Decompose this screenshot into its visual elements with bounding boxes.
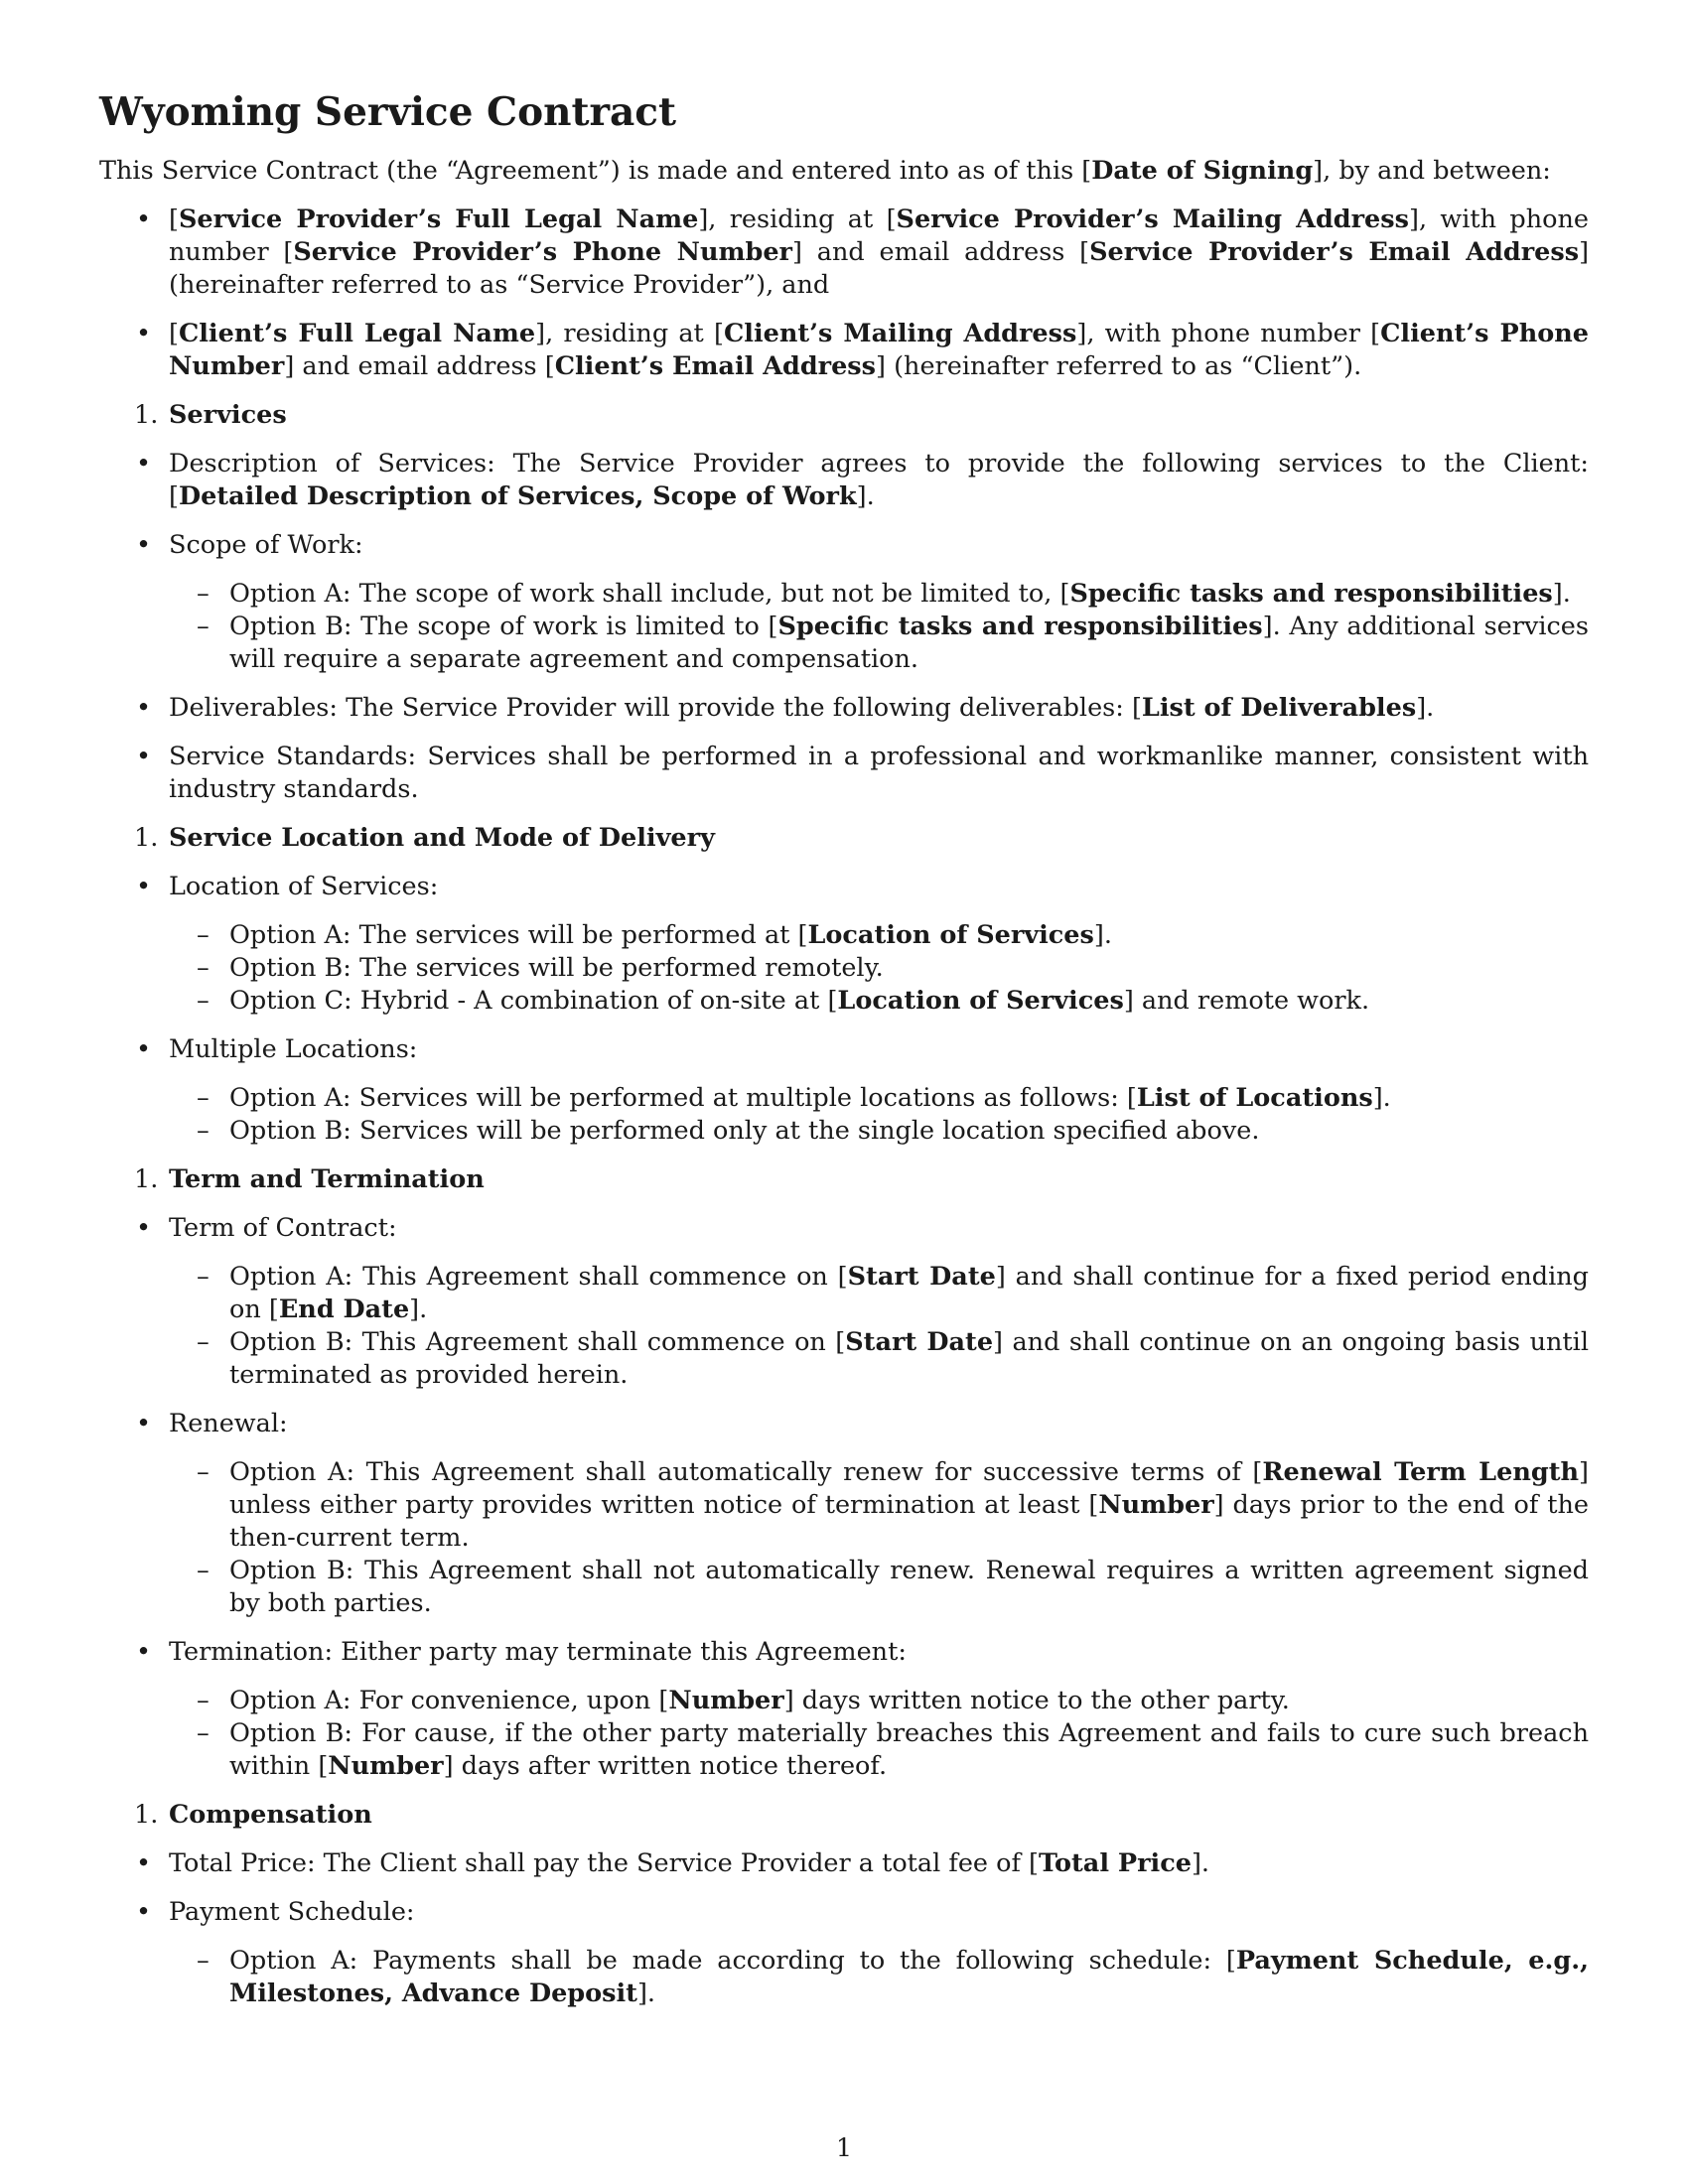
sub-list-item: – Option A: For convenience, upon [Number] days written notice to the other party. (197, 1686, 1290, 1715)
dash-icon: – (197, 1116, 210, 1146)
document-body (99, 87, 1589, 2010)
sub-list-item: – Option B: The services will be performed remotely. (197, 953, 884, 983)
page-number: 1 (835, 2133, 853, 2163)
dash-icon: – (197, 1946, 210, 1976)
sub-list (99, 1685, 1589, 1783)
list-item: • Total Price: The Client shall pay the Service Provider a total fee of [Total Price]. (136, 1848, 1210, 1878)
party-provider: • [Service Provider’s Full Legal Name], residing at [Service Provider’s Mailing Address], with phone number [Service Provider’s Phone Number] and email address [Service Provider’s Email Address] (hereinafter referred to as “Service Provider”), and (136, 205, 1590, 300)
sub-list-item: – Option A: Payments shall be made according to the following schedule: [Payment Schedule, e.g., Milestones, Advance Deposit]. (197, 1946, 1589, 2008)
bullet-icon: • (136, 742, 152, 771)
list-item: • Term of Contract: (136, 1213, 397, 1243)
sub-list-item: – Option A: The services will be performed at [Location of Services]. (197, 920, 1112, 950)
sub-list-item: – Option B: The scope of work is limited to [Specific tasks and responsibilities]. Any additional services will require a separate agreement and compensation. (197, 612, 1589, 674)
bullet-icon: • (136, 319, 152, 348)
sub-list (99, 1261, 1589, 1392)
sub-list (99, 1082, 1589, 1148)
bullet-icon: • (136, 1637, 152, 1667)
sub-list-item: – Option A: This Agreement shall automatically renew for successive terms of [Renewal Term Length] unless either party provides written notice of termination at least [Number] days prior to the end of the then-current term. (197, 1457, 1589, 1553)
dash-icon: – (197, 1686, 210, 1715)
sub-list-item: – Option A: Services will be performed at multiple locations as follows: [List of Locations]. (197, 1083, 1391, 1113)
sub-list (99, 919, 1589, 1018)
bullet-icon: • (136, 1848, 152, 1878)
document-title: Wyoming Service Contract (99, 89, 677, 135)
list-item: • Termination: Either party may terminate this Agreement: (136, 1637, 907, 1667)
sub-list-item: – Option B: For cause, if the other party materially breaches this Agreement and fails to cure such breach within [Number] days after written notice thereof. (197, 1718, 1589, 1781)
dash-icon: – (197, 1457, 210, 1487)
dash-icon: – (197, 1262, 210, 1292)
sub-list (99, 1456, 1589, 1620)
sub-list (99, 578, 1589, 676)
bullet-icon: • (136, 1897, 152, 1927)
sub-list (99, 1945, 1589, 2010)
dash-icon: – (197, 1083, 210, 1113)
list-item: • Scope of Work: (136, 530, 363, 560)
bullet-icon: • (136, 1409, 152, 1438)
sub-list-item: – Option B: Services will be performed only at the single location specified above. (197, 1116, 1260, 1146)
dash-icon: – (197, 1327, 210, 1357)
section-heading-term: 1. Term and Termination (134, 1164, 485, 1194)
sub-list-item: – Option A: The scope of work shall include, but not be limited to, [Specific tasks and responsibilities]. (197, 579, 1571, 609)
bullet-icon: • (136, 1034, 152, 1064)
list-item: • Deliverables: The Service Provider will provide the following deliverables: [List of Deliverables]. (136, 693, 1435, 723)
bullet-icon: • (136, 449, 152, 478)
list-item: • Payment Schedule: (136, 1897, 415, 1927)
dash-icon: – (197, 986, 210, 1016)
dash-icon: – (197, 953, 210, 983)
bullet-icon: • (136, 205, 152, 234)
bullet-icon: • (136, 1213, 152, 1243)
list-item: • Location of Services: (136, 872, 439, 901)
section-heading-services: 1. Services (134, 400, 287, 430)
bullet-icon: • (136, 872, 152, 901)
sub-list-item: – Option C: Hybrid - A combination of on-site at [Location of Services] and remote work. (197, 986, 1370, 1016)
intro-paragraph: This Service Contract (the “Agreement”) is made and entered into as of this [Date of Signing], by and between: (99, 156, 1551, 186)
list-item: • Multiple Locations: (136, 1034, 418, 1064)
sub-list-item: – Option A: This Agreement shall commence on [Start Date] and shall continue for a fixed period ending on [End Date]. (197, 1262, 1590, 1324)
list-item: • Renewal: (136, 1409, 288, 1438)
dash-icon: – (197, 579, 210, 609)
sub-list-item: – Option B: This Agreement shall not automatically renew. Renewal requires a written agreement signed by both parties. (197, 1556, 1589, 1618)
section-heading-compensation: 1. Compensation (134, 1800, 372, 1830)
bullet-icon: • (136, 693, 152, 723)
dash-icon: – (197, 1556, 210, 1585)
list-item: • Service Standards: Services shall be performed in a professional and workmanlike manner, consistent with industry standards. (136, 742, 1589, 804)
section-heading-location: 1. Service Location and Mode of Delivery (134, 823, 715, 853)
list-item: • Description of Services: The Service Provider agrees to provide the following services to the Client: [Detailed Description of Services, Scope of Work]. (136, 449, 1589, 511)
dash-icon: – (197, 612, 210, 641)
bullet-icon: • (136, 530, 152, 560)
dash-icon: – (197, 1718, 210, 1748)
dash-icon: – (197, 920, 210, 950)
party-client: • [Client’s Full Legal Name], residing at [Client’s Mailing Address], with phone number [Client’s Phone Number] and email address [Client’s Email Address] (hereinafter referred to as “Client”). (136, 319, 1590, 381)
placeholder-date-of-signing: Date of Signing (1091, 156, 1314, 186)
sub-list-item: – Option B: This Agreement shall commence on [Start Date] and shall continue on an ongoing basis until terminated as provided herein. (197, 1327, 1589, 1390)
